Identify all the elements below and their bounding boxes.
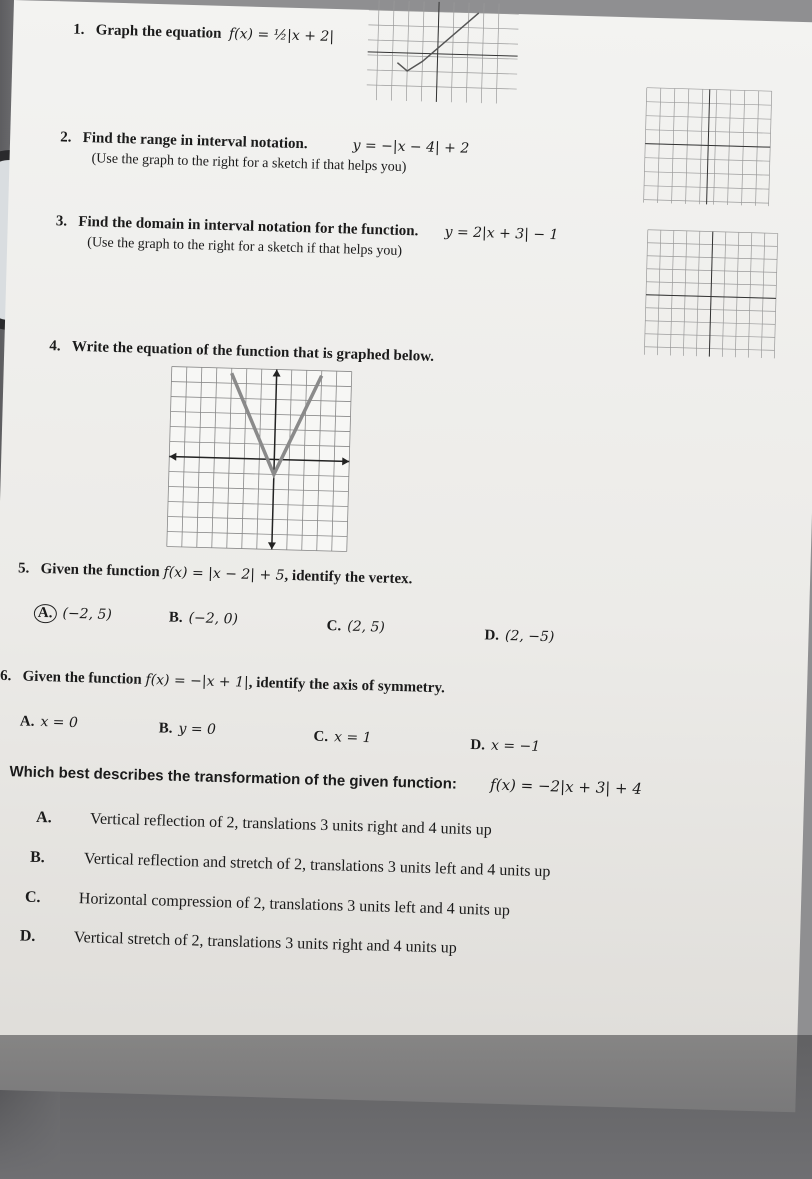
choice-text: Vertical reflection and stretch of 2, translations 3 units left and 4 units up (83, 850, 551, 881)
equation: f(x) = −|x + 1| (145, 671, 249, 691)
equation: f(x) = |x − 2| + 5 (163, 564, 285, 584)
equation: f(x) = ½|x + 2| (228, 26, 335, 45)
choice-label: A. (19, 713, 35, 730)
question-3-hint: (Use the graph to the right for a sketch if that helps you) (87, 235, 403, 259)
question-5 (18, 560, 413, 588)
choice-label: B. (168, 609, 183, 626)
choice-text: Vertical stretch of 2, translations 3 units right and 4 units up (73, 929, 457, 957)
equation: y = −|x − 4| + 2 (352, 137, 470, 157)
q7-choice-d[interactable] (20, 928, 457, 958)
q7-choice-c[interactable] (25, 889, 510, 921)
question-number: 4. (49, 338, 61, 355)
choice-label: B. (158, 720, 173, 737)
q5-choice-b[interactable] (169, 610, 239, 629)
q6-choice-a[interactable] (20, 713, 78, 732)
choice-value: (−2, 5) (62, 605, 113, 623)
question-text: Find the range in interval notation. (82, 129, 308, 153)
q5-choice-d[interactable] (484, 627, 554, 646)
choice-value: (2, −5) (504, 627, 555, 646)
q6-choice-c[interactable] (313, 729, 371, 748)
question-tail: , identify the axis of symmetry. (248, 674, 446, 697)
question-1 (73, 22, 334, 46)
question-6 (0, 668, 445, 697)
question-number: 6. (0, 667, 12, 685)
q7-choice-a[interactable] (36, 809, 492, 840)
question-tail: , identify the vertex. (284, 567, 413, 588)
question-number: 5. (17, 560, 30, 577)
choice-value: (2, 5) (347, 618, 386, 636)
choice-label: D. (470, 737, 486, 754)
choice-label: A. (34, 604, 57, 624)
question-2-hint: (Use the graph to the right for a sketch if that helps you) (91, 151, 407, 176)
equation: f(x) = −2|x + 3| + 4 (489, 775, 643, 798)
equation: y = 2|x + 3| − 1 (444, 224, 559, 244)
choice-text: Horizontal compression of 2, translations 3 units left and 4 units up (78, 890, 511, 920)
choice-label: B. (29, 848, 45, 867)
choice-value: x = 1 (333, 729, 372, 747)
question-text: Find the domain in interval notation for the function. (78, 213, 419, 240)
question-text: Which best describes the transformation of the given function: (9, 763, 458, 793)
choice-label: C. (24, 888, 41, 907)
question-number: 1. (72, 21, 85, 38)
choice-label: D. (19, 927, 36, 945)
choice-value: x = 0 (40, 714, 79, 732)
choice-label: C. (326, 617, 342, 635)
question-number: 3. (55, 213, 68, 230)
question-text: Given the function (22, 668, 142, 688)
question-text: Given the function (40, 560, 160, 581)
choice-label: A. (35, 808, 52, 827)
question-number: 2. (59, 129, 72, 146)
choice-text: Vertical reflection of 2, translations 3 units right and 4 units up (89, 810, 492, 839)
choice-value: y = 0 (178, 720, 217, 738)
choice-value: x = −1 (490, 737, 541, 755)
q6-choice-d[interactable] (470, 737, 540, 756)
q3-graph-grid (644, 230, 777, 359)
q4-graph (167, 367, 352, 552)
q6-choice-b[interactable] (158, 720, 216, 739)
choice-label: D. (484, 627, 500, 644)
question-text: Write the equation of the function that is graphed below. (71, 338, 435, 365)
q5-choice-a[interactable] (34, 604, 112, 625)
page-shadow (0, 1035, 812, 1179)
q7-choice-b[interactable] (30, 849, 551, 882)
question-4 (49, 338, 434, 366)
choice-value: (−2, 0) (188, 610, 239, 628)
q1-graph-grid (366, 0, 519, 104)
q5-choice-c[interactable] (326, 618, 385, 637)
q2-graph-grid (644, 88, 772, 206)
question-7 (0, 761, 642, 797)
question-text: Graph the equation (95, 22, 222, 42)
choice-label: C. (313, 728, 329, 746)
